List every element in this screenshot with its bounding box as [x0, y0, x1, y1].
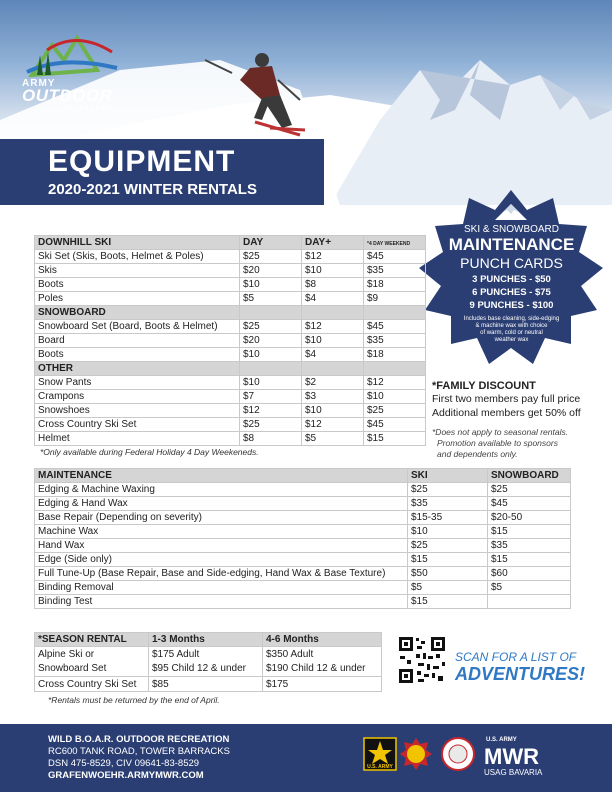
table-cell: $15	[364, 432, 426, 446]
table-row	[35, 539, 571, 553]
table-cell	[364, 362, 426, 376]
table-cell: Full Tune-Up (Base Repair, Base and Side-edging, Hand Wax & Base Texture)	[35, 567, 408, 581]
table-cell: $25	[240, 418, 302, 432]
badge-fine-4: weather wax	[494, 337, 529, 343]
garrison-seal-icon	[440, 736, 476, 772]
table-cell: $25	[240, 250, 302, 264]
section-row-other	[35, 362, 426, 376]
badge-line2: MAINTENANCE	[448, 235, 575, 254]
table-row	[35, 595, 571, 609]
table-row	[35, 567, 571, 581]
mwr-sub-label: USAG BAVARIA	[484, 768, 543, 777]
season-rental-table	[34, 632, 382, 692]
table-cell: $12	[302, 320, 364, 334]
table-cell: $10	[302, 334, 364, 348]
table-cell: $10	[408, 525, 488, 539]
table-cell: $12	[302, 418, 364, 432]
badge-line3: PUNCH CARDS	[460, 255, 563, 271]
family-line-1: First two members pay full price	[432, 393, 581, 405]
table-cell: Machine Wax	[35, 525, 408, 539]
table-row	[35, 418, 426, 432]
badge-price-3: 9 PUNCHES - $100	[469, 300, 554, 311]
table-row	[35, 511, 571, 525]
unit-crest-icon	[398, 736, 434, 772]
table-cell: $10	[240, 348, 302, 362]
table-cell: $15	[408, 553, 488, 567]
family-note-3: and dependents only.	[437, 449, 518, 459]
badge-fine-3: of warm, cold or neutral	[480, 330, 543, 336]
table-cell: Hand Wax	[35, 539, 408, 553]
table-cell: Edge (Side only)	[35, 553, 408, 567]
holiday-note: *Only available during Federal Holiday 4 Day Weekeneds.	[40, 447, 259, 457]
table-row	[35, 662, 382, 677]
table-cell: Snow Pants	[35, 376, 240, 390]
table-cell: $10	[302, 404, 364, 418]
table-row	[35, 250, 426, 264]
us-army-label: U.S. ARMY	[367, 764, 393, 770]
table-row	[35, 376, 426, 390]
table-cell: $9	[364, 292, 426, 306]
mountain-logo-icon	[22, 30, 122, 80]
table-cell: $20	[240, 264, 302, 278]
mwr-logo-text: MWR	[484, 744, 539, 769]
table-cell: $7	[240, 390, 302, 404]
table-row	[35, 553, 571, 567]
col-4-day-weekend: *4 DAY WEEKEND	[364, 236, 426, 250]
table-cell: $35	[408, 497, 488, 511]
page-title: EQUIPMENT	[48, 145, 236, 178]
logo-recreation-text: RECREATION	[64, 106, 114, 112]
table-cell: Cross Country Ski Set	[35, 418, 240, 432]
table-row	[35, 264, 426, 278]
rental-table-body	[35, 250, 426, 446]
footer-phone: DSN 475-8529, CIV 09641-83-8529	[48, 758, 200, 769]
alpine-label-2: Snowboard Set	[35, 662, 149, 677]
table-cell	[364, 306, 426, 320]
col-downhill-ski: DOWNHILL SKI	[35, 236, 240, 250]
table-cell: $8	[302, 278, 364, 292]
col-day: DAY	[240, 236, 302, 250]
table-cell: $18	[364, 278, 426, 292]
logo-army-text: ARMY	[22, 78, 56, 89]
table-row	[35, 320, 426, 334]
table-cell: Binding Removal	[35, 581, 408, 595]
section-row-snowboard	[35, 306, 426, 320]
family-note-2: Promotion available to sponsors	[437, 438, 558, 448]
table-cell: Edging & Hand Wax	[35, 497, 408, 511]
mwr-top-label: U.S. ARMY	[486, 737, 517, 743]
table-cell: $5	[240, 292, 302, 306]
table-cell: $45	[364, 320, 426, 334]
rental-header-row	[35, 236, 426, 250]
table-cell: $15	[408, 595, 488, 609]
table-cell: $50	[408, 567, 488, 581]
badge-fine-2: & machine wax with choice	[475, 323, 548, 329]
family-line-2: Additional members get 50% off	[432, 407, 581, 419]
alpine-1-3-adult: $175 Adult	[149, 647, 263, 662]
table-cell: Board	[35, 334, 240, 348]
table-cell: Crampons	[35, 390, 240, 404]
table-cell: $20-50	[488, 511, 571, 525]
table-cell: $10	[364, 390, 426, 404]
table-cell: $5	[488, 581, 571, 595]
table-cell: $18	[364, 348, 426, 362]
col-4-6-months: 4-6 Months	[263, 633, 382, 647]
table-row	[35, 292, 426, 306]
table-cell: $5	[408, 581, 488, 595]
table-cell: $60	[488, 567, 571, 581]
logo-outdoor-text: OUTDOOR	[22, 86, 113, 105]
family-discount-heading: *FAMILY DISCOUNT	[432, 380, 536, 392]
maintenance-table	[34, 468, 571, 609]
season-header-row	[35, 633, 382, 647]
table-cell: $35	[364, 334, 426, 348]
col-1-3-months: 1-3 Months	[149, 633, 263, 647]
maintenance-table-body	[35, 483, 571, 609]
xc-label: Cross Country Ski Set	[35, 677, 149, 692]
xc-1-3: $85	[149, 677, 263, 692]
table-cell: $12	[240, 404, 302, 418]
table-cell: $45	[488, 497, 571, 511]
table-cell: Boots	[35, 278, 240, 292]
table-cell	[240, 362, 302, 376]
maintenance-header-row	[35, 469, 571, 483]
table-cell: $8	[240, 432, 302, 446]
page-subtitle: 2020-2021 WINTER RENTALS	[48, 181, 257, 198]
table-row	[35, 647, 382, 662]
table-cell: $3	[302, 390, 364, 404]
adventures-text: ADVENTURES!	[455, 664, 586, 684]
table-cell: $25	[408, 483, 488, 497]
table-cell	[240, 306, 302, 320]
footer	[0, 724, 612, 792]
table-cell: Poles	[35, 292, 240, 306]
table-cell: $12	[302, 250, 364, 264]
col-maintenance: MAINTENANCE	[35, 469, 408, 483]
table-cell	[302, 306, 364, 320]
table-cell: $45	[364, 250, 426, 264]
alpine-4-6-child: $190 Child 12 & under	[263, 662, 382, 677]
table-cell: Snowshoes	[35, 404, 240, 418]
table-cell: $10	[240, 376, 302, 390]
table-cell: $2	[302, 376, 364, 390]
table-cell: $10	[240, 278, 302, 292]
table-cell	[302, 362, 364, 376]
col-snowboard: SNOWBOARD	[488, 469, 571, 483]
footer-org-name: WILD B.O.A.R. OUTDOOR RECREATION	[48, 734, 230, 745]
table-cell: $5	[302, 432, 364, 446]
table-cell: $25	[488, 483, 571, 497]
table-row	[35, 404, 426, 418]
table-cell: $10	[302, 264, 364, 278]
scan-text: SCAN FOR A LIST OF	[455, 650, 577, 664]
table-cell: $35	[364, 264, 426, 278]
alpine-1-3-child: $95 Child 12 & under	[149, 662, 263, 677]
section-label: OTHER	[35, 362, 240, 376]
table-cell	[488, 595, 571, 609]
xc-4-6: $175	[263, 677, 382, 692]
badge-price-2: 6 PUNCHES - $75	[472, 287, 551, 298]
table-row	[35, 525, 571, 539]
table-cell: $12	[364, 376, 426, 390]
table-cell: Base Repair (Depending on severity)	[35, 511, 408, 525]
table-cell: $25	[240, 320, 302, 334]
table-cell: $4	[302, 348, 364, 362]
table-cell: $4	[302, 292, 364, 306]
table-row	[35, 390, 426, 404]
col-ski: SKI	[408, 469, 488, 483]
table-cell: $15	[488, 525, 571, 539]
alpine-4-6-adult: $350 Adult	[263, 647, 382, 662]
table-cell: Helmet	[35, 432, 240, 446]
badge-line1: SKI & SNOWBOARD	[463, 224, 559, 235]
col-day-plus: DAY+	[302, 236, 364, 250]
title-banner	[0, 139, 324, 205]
table-cell: Binding Test	[35, 595, 408, 609]
table-cell: $15	[488, 553, 571, 567]
table-cell: $25	[408, 539, 488, 553]
table-cell: $45	[364, 418, 426, 432]
table-row	[35, 348, 426, 362]
season-note: *Rentals must be returned by the end of April.	[48, 695, 220, 705]
footer-website[interactable]: GRAFENWOEHR.ARMYMWR.COM	[48, 770, 204, 781]
table-cell: $15-35	[408, 511, 488, 525]
family-note-1: *Does not apply to seasonal rentals.	[432, 427, 569, 437]
section-label: SNOWBOARD	[35, 306, 240, 320]
table-cell: Snowboard Set (Board, Boots & Helmet)	[35, 320, 240, 334]
table-cell: $35	[488, 539, 571, 553]
table-row	[35, 677, 382, 692]
col-season-rental: *SEASON RENTAL	[35, 633, 149, 647]
table-cell: Ski Set (Skis, Boots, Helmet & Poles)	[35, 250, 240, 264]
table-row	[35, 334, 426, 348]
alpine-label-1: Alpine Ski or	[35, 647, 149, 662]
table-row	[35, 278, 426, 292]
table-row	[35, 483, 571, 497]
table-cell: Edging & Machine Waxing	[35, 483, 408, 497]
table-row	[35, 432, 426, 446]
footer-address: RC600 TANK ROAD, TOWER BARRACKS	[48, 746, 230, 757]
badge-fine-1: Includes base cleaning, side-edging	[463, 316, 560, 322]
table-cell: $20	[240, 334, 302, 348]
qr-code-icon[interactable]	[398, 636, 446, 684]
table-cell: Boots	[35, 348, 240, 362]
hero-image	[0, 0, 612, 205]
table-cell: $25	[364, 404, 426, 418]
army-outdoor-logo	[22, 30, 132, 118]
table-row	[35, 581, 571, 595]
table-cell: Skis	[35, 264, 240, 278]
badge-price-1: 3 PUNCHES - $50	[472, 274, 551, 285]
rental-table	[34, 235, 426, 446]
table-row	[35, 497, 571, 511]
